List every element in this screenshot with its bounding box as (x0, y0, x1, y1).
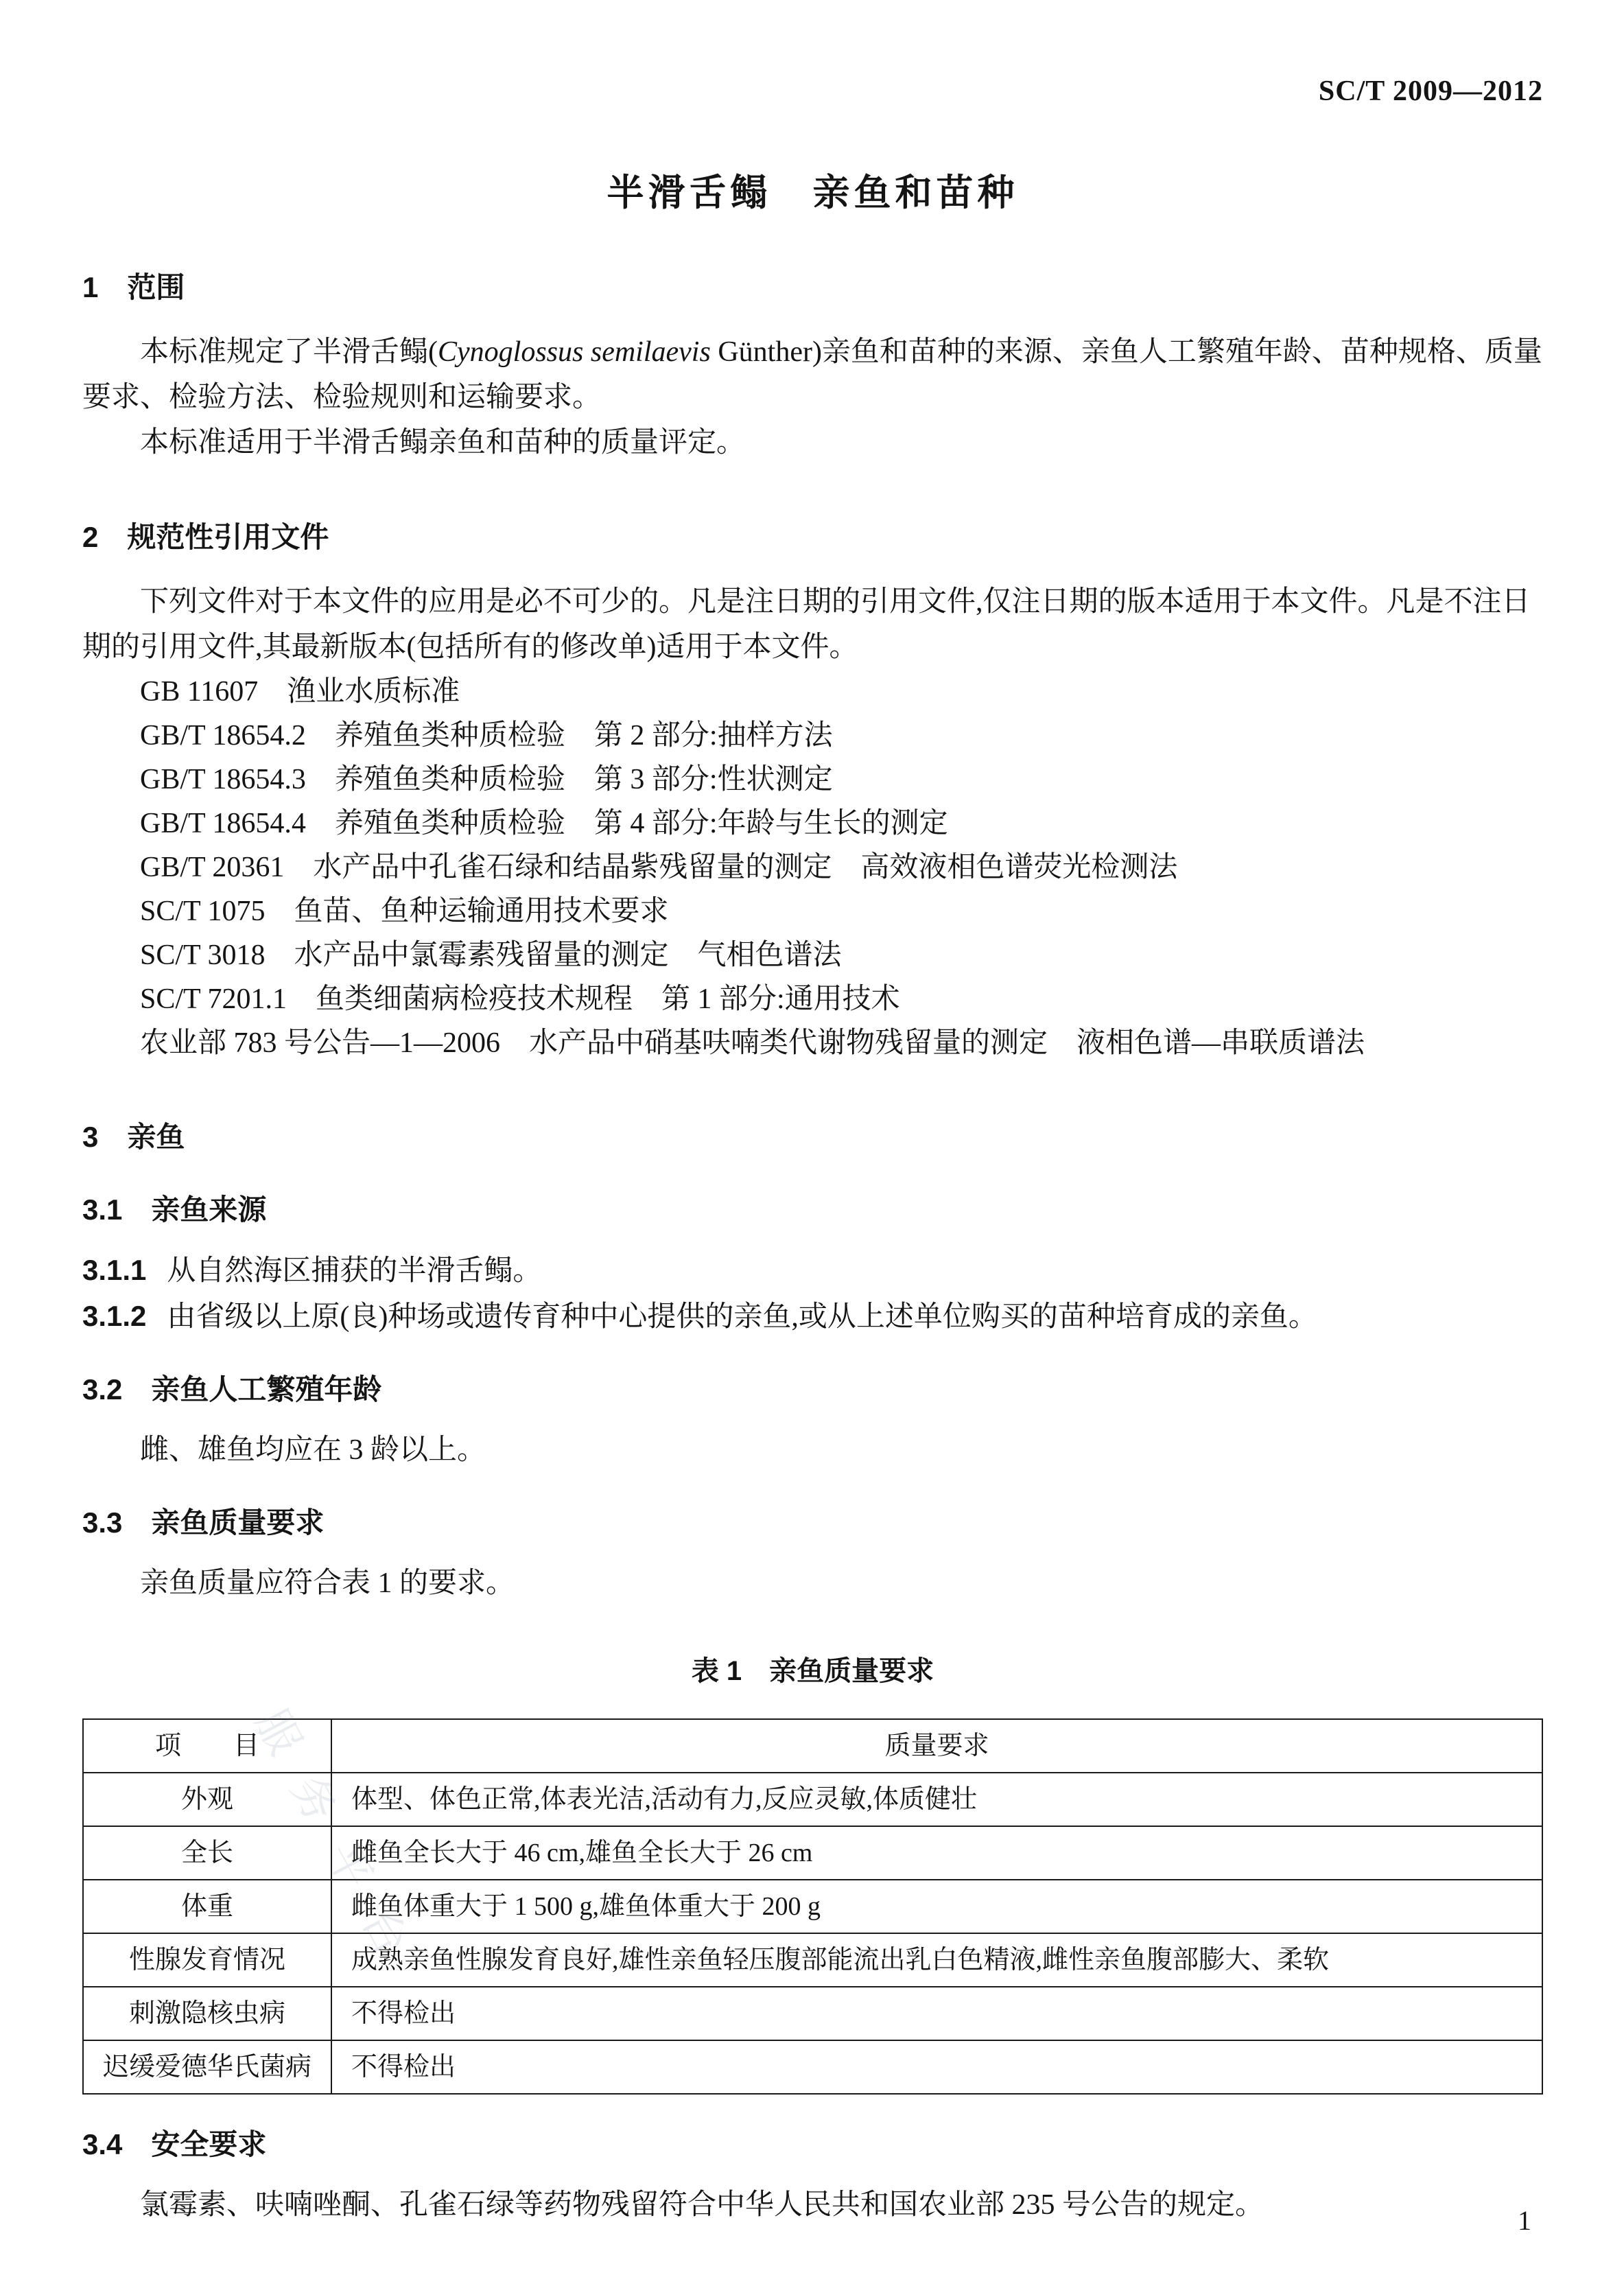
section-3-2-heading: 3.2 亲鱼人工繁殖年龄 (82, 1373, 382, 1406)
table-cell-item: 刺激隐核虫病 (83, 1987, 331, 2040)
section-3-3-heading: 3.3 亲鱼质量要求 (82, 1506, 325, 1539)
clause-3-1-2-text: 由省级以上原(良)种场或遗传育种中心提供的亲鱼,或从上述单位购买的苗种培育成的亲鱼。 (167, 1301, 1317, 1333)
reference-item: GB/T 18654.2 养殖鱼类种质检验 第 2 部分:抽样方法 (140, 720, 833, 751)
reference-item: GB/T 18654.4 养殖鱼类种质检验 第 4 部分:年龄与生长的测定 (140, 808, 948, 839)
table-cell-requirement: 雌鱼全长大于 46 cm,雄鱼全长大于 26 cm (331, 1826, 1542, 1880)
table-cell-requirement: 雌鱼体重大于 1 500 g,雄鱼体重大于 200 g (331, 1880, 1542, 1933)
reference-item: SC/T 7201.1 鱼类细菌病检疫技术规程 第 1 部分:通用技术 (140, 983, 900, 1015)
section-2-heading: 2 规范性引用文件 (82, 521, 329, 553)
table-row (83, 1880, 1542, 1933)
table-cell-requirement: 体型、体色正常,体表光洁,活动有力,反应灵敏,体质健壮 (331, 1773, 1542, 1826)
species-latin-name: Cynoglossus semilaevis (438, 336, 711, 368)
clause-3-1-1-text: 从自然海区捕获的半滑舌鳎。 (167, 1255, 542, 1287)
table-1-caption: 表 1 亲鱼质量要求 (691, 1656, 934, 1686)
table-header-item: 项 目 (83, 1719, 331, 1773)
section-1-paragraph-2: 本标准适用于半滑舌鳎亲鱼和苗种的质量评定。 (140, 427, 746, 458)
section-3-4-body: 氯霉素、呋喃唑酮、孔雀石绿等药物残留符合中华人民共和国农业部 235 号公告的规定。 (140, 2189, 1264, 2221)
reference-item: SC/T 3018 水产品中氯霉素残留量的测定 气相色谱法 (140, 940, 842, 971)
reference-item: 农业部 783 号公告—1—2006 水产品中硝基呋喃类代谢物残留量的测定 液相色谱—串联质谱法 (140, 1027, 1365, 1059)
section-2-intro: 下列文件对于本文件的应用是必不可少的。凡是注日期的引用文件,仅注日期的版本适用于本文件。凡是不注日期的引用文件,其最新版本(包括所有的修改单)适用于本文件。 (82, 586, 1531, 663)
section-3-heading: 3 亲鱼 (82, 1121, 185, 1153)
document-title: 半滑舌鳎 亲鱼和苗种 (607, 172, 1019, 213)
clause-3-1-1-number: 3.1.1 (82, 1254, 147, 1286)
table-cell-item: 外观 (83, 1773, 331, 1826)
table-row (83, 1987, 1542, 2040)
table-row (83, 1773, 1542, 1826)
table-cell-requirement: 成熟亲鱼性腺发育良好,雄性亲鱼轻压腹部能流出乳白色精液,雌性亲鱼腹部膨大、柔软 (331, 1933, 1542, 1987)
table-row (83, 2040, 1542, 2094)
reference-item: GB/T 20361 水产品中孔雀石绿和结晶紫残留量的测定 高效液相色谱荧光检测法 (140, 852, 1178, 883)
broodstock-quality-table (82, 1718, 1543, 2095)
table-row (83, 1933, 1542, 1987)
scope-text-pre: 本标准规定了半滑舌鳎( (140, 336, 438, 368)
table-header-requirement: 质量要求 (331, 1719, 1542, 1773)
section-3-4-heading: 3.4 安全要求 (82, 2128, 267, 2160)
clause-3-1-1 (82, 1248, 1543, 1294)
table-cell-requirement: 不得检出 (331, 2040, 1542, 2094)
section-3-2-body: 雌、雄鱼均应在 3 龄以上。 (140, 1434, 486, 1466)
table-cell-item: 体重 (83, 1880, 331, 1933)
section-1-heading: 1 范围 (82, 271, 185, 303)
page-number: 1 (1518, 2205, 1531, 2236)
section-1-paragraph-1 (82, 329, 1543, 420)
clause-3-1-2-number: 3.1.2 (82, 1300, 147, 1332)
table-header-row (83, 1719, 1542, 1773)
reference-item: SC/T 1075 鱼苗、鱼种运输通用技术要求 (140, 896, 669, 927)
clause-3-1-2 (82, 1294, 1543, 1340)
table-cell-item: 性腺发育情况 (83, 1933, 331, 1987)
reference-item: GB/T 18654.3 养殖鱼类种质检验 第 3 部分:性状测定 (140, 764, 833, 795)
table-cell-item: 全长 (83, 1826, 331, 1880)
section-3-1-heading: 3.1 亲鱼来源 (82, 1193, 267, 1226)
scope-text-post: Günther)亲鱼和苗种的来源、亲鱼人工繁殖年龄、苗种规格、质量要求、检验方法、检验规则和运输要求。 (82, 336, 1542, 413)
table-cell-requirement: 不得检出 (331, 1987, 1542, 2040)
reference-item: GB 11607 渔业水质标准 (140, 676, 460, 708)
table-cell-item: 迟缓爱德华氏菌病 (83, 2040, 331, 2094)
watermark: 服务平台 (246, 1701, 432, 1991)
standard-code: SC/T 2009—2012 (1318, 75, 1543, 107)
table-row (83, 1826, 1542, 1880)
section-3-3-body: 亲鱼质量应符合表 1 的要求。 (140, 1567, 515, 1599)
